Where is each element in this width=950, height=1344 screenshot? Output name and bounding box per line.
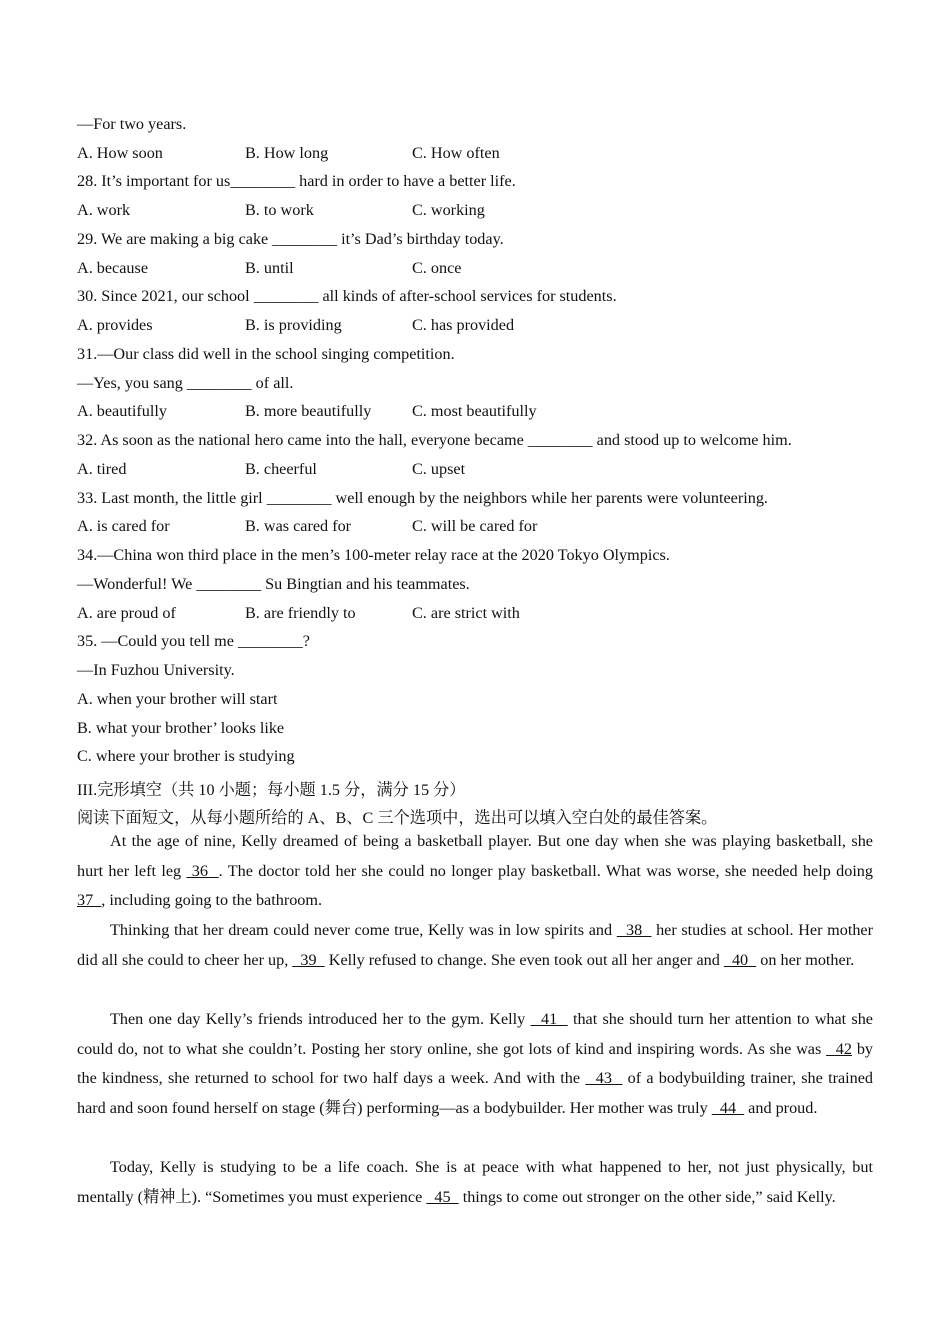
question-32: 32. As soon as the national hero came into the hall, everyone became ________ and stood up to welcome him.: [77, 431, 792, 449]
passage-text: Kelly refused to change. She even took out all her anger and: [324, 950, 724, 969]
option-a: A. are proud of: [77, 604, 176, 622]
question-31-reply: —Yes, you sang ________ of all.: [77, 374, 294, 392]
option-a: A. tired: [77, 460, 127, 478]
blank-41: 41: [530, 1010, 568, 1028]
blank-42: 42: [826, 1039, 852, 1058]
question-29: 29. We are making a big cake ________ it’s Dad’s birthday today.: [77, 230, 504, 248]
section-heading: III.完形填空（共 10 小题；每小题 1.5 分，满分 15 分）: [77, 781, 466, 799]
passage-text: her studies at school. Her mother did all she could to cheer her up,: [77, 921, 873, 969]
passage-text: At the age of nine, Kelly dreamed of being a basketball player. But one day when she was playing basketball, she hurt her left leg: [77, 832, 873, 880]
blank-44: 44: [711, 1099, 745, 1118]
question-33: 33. Last month, the little girl ________ well enough by the neighbors while her parents were volunteering.: [77, 489, 768, 507]
option-c: C. will be cared for: [412, 517, 538, 535]
option-a: A. when your brother will start: [77, 690, 278, 708]
option-c: C. are strict with: [412, 604, 520, 622]
option-a: A. work: [77, 201, 131, 219]
option-c: C. where your brother is studying: [77, 747, 295, 765]
answer-line: —For two years.: [77, 115, 187, 133]
passage-text: . The doctor told her she could no longer play basketball. What was worse, she needed help doing: [218, 861, 873, 880]
option-b: B. is providing: [245, 316, 342, 334]
question-34-reply: —Wonderful! We ________ Su Bingtian and his teammates.: [77, 575, 470, 593]
question-28: 28. It’s important for us________ hard in order to have a better life.: [77, 172, 516, 190]
option-c: C. upset: [412, 460, 466, 478]
option-b: B. until: [245, 259, 294, 277]
passage-paragraph-3: [77, 1005, 873, 1124]
passage-paragraph-4: [77, 1153, 873, 1212]
option-a: A. is cared for: [77, 517, 170, 535]
blank-36: 36: [186, 861, 219, 880]
passage-text: things to come out stronger on the other side,” said Kelly.: [458, 1187, 836, 1206]
question-31: 31.—Our class did well in the school singing competition.: [77, 345, 455, 363]
passage-text: Thinking that her dream could never come true, Kelly was in low spirits and: [110, 921, 617, 939]
option-a: A. beautifully: [77, 402, 167, 420]
blank-45: 45: [426, 1187, 459, 1206]
option-c: C. has provided: [412, 316, 515, 334]
passage-paragraph-2: [77, 916, 873, 975]
question-35-reply: —In Fuzhou University.: [77, 661, 235, 679]
passage-text: and proud.: [744, 1099, 818, 1118]
option-c: C. How often: [412, 144, 500, 162]
question-30: 30. Since 2021, our school ________ all kinds of after-school services for students.: [77, 287, 617, 305]
passage-text: by the kindness, she returned to school for two half days a week. And with the: [77, 1039, 874, 1088]
option-b: B. what your brother’ looks like: [77, 719, 285, 737]
option-a: A. provides: [77, 316, 153, 334]
option-b: B. to work: [245, 201, 314, 219]
blank-38: 38: [616, 921, 652, 939]
option-b: B. cheerful: [245, 460, 317, 478]
option-b: B. more beautifully: [245, 402, 372, 420]
blank-37: 37: [77, 891, 102, 910]
option-b: B. was cared for: [245, 517, 352, 535]
passage-text: Then one day Kelly’s friends introduced her to the gym. Kelly: [110, 1010, 531, 1028]
option-b: B. are friendly to: [245, 604, 356, 622]
passage-text: on her mother.: [756, 950, 855, 969]
section-instruction: 阅读下面短文，从每小题所给的 A、B、C 三个选项中，选出可以填入空白处的最佳答案。: [77, 809, 718, 827]
question-35: 35. —Could you tell me ________?: [77, 632, 310, 650]
passage-text: that she should turn her attention to what she could do, not to what she couldn’t. Posting her story online, she got lots of kind and inspiring words. As she was: [77, 1010, 873, 1058]
blank-39: 39: [292, 950, 325, 969]
passage-text: Today, Kelly is studying to be a life coach. She is at peace with what happened to her, not just physically, but mentally (精神上). “Sometimes you must experience: [77, 1158, 873, 1206]
passage-paragraph-1: [77, 827, 873, 916]
option-c: C. once: [412, 259, 462, 277]
option-c: C. most beautifully: [412, 402, 537, 420]
option-c: C. working: [412, 201, 485, 219]
blank-43: 43: [585, 1069, 623, 1088]
question-34: 34.—China won third place in the men’s 100-meter relay race at the 2020 Tokyo Olympics.: [77, 546, 670, 564]
passage-text: , including going to the bathroom.: [101, 891, 323, 910]
option-b: B. How long: [245, 144, 329, 162]
passage-text: of a bodybuilding trainer, she trained hard and soon found herself on stage (舞台) performing—as a bodybuilder. Her mother was truly: [77, 1069, 874, 1118]
blank-40: 40: [723, 950, 757, 969]
option-a: A. because: [77, 259, 149, 277]
option-a: A. How soon: [77, 144, 163, 162]
